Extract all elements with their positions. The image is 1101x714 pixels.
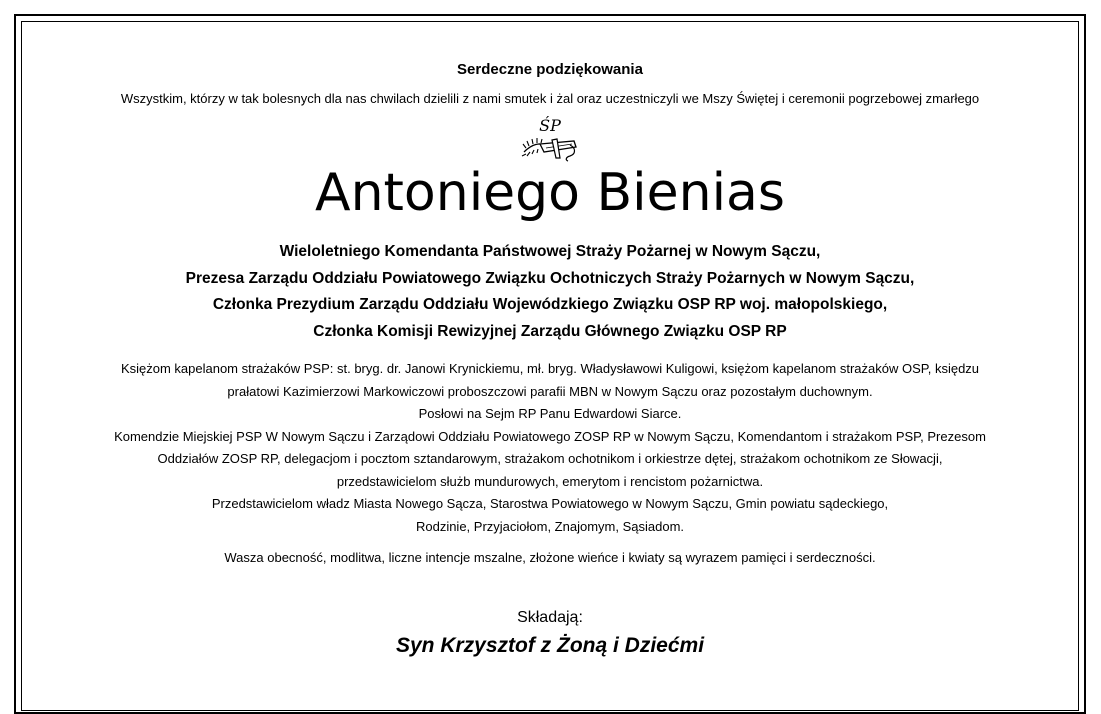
title-line: Członka Komisji Rewizyjnej Zarządu Głównego Związku OSP RP — [313, 322, 787, 340]
sp-cross-emblem-icon — [510, 114, 590, 164]
obituary-notice — [24, 22, 1076, 659]
intro-text: Wszystkim, którzy w tak bolesnych dla nas chwilach dzielili z nami smutek i żal oraz uczestniczyli we Mszy Świętej i ceremonii pogrzebowej zmarłego — [120, 91, 980, 106]
thanks-line: prałatowi Kazimierzowi Markowiczowi proboszczowi parafii MBN w Nowym Sączu oraz pozostałym duchownym. — [227, 383, 873, 399]
closing-text: Wasza obecność, modlitwa, liczne intencje mszalne, złożone wieńce i kwiaty są wyrazem pamięci i serdeczności. — [224, 550, 876, 565]
notice-heading: Serdeczne podziękowania — [457, 61, 643, 78]
signed-label: Składają: — [517, 609, 583, 626]
thanks-line: Posłowi na Sejm RP Panu Edwardowi Siarce. — [418, 406, 682, 421]
title-line: Wieloletniego Komendanta Państwowej Straży Pożarnej w Nowym Sączu, — [279, 243, 821, 260]
thanks-line: Rodzinie, Przyjaciołom, Znajomym, Sąsiadom. — [415, 518, 685, 534]
signed-names: Syn Krzysztof z Żoną i Dziećmi — [395, 634, 705, 657]
deceased-titles — [24, 239, 1076, 345]
thanks-line: Przedstawicielom władz Miasta Nowego Sącza, Starostwa Powiatowego w Nowym Sączu, Gmin powiatu sądeckiego, — [211, 496, 889, 511]
thanks-line: Oddziałów ZOSP RP, delegacjom i pocztom sztandarowym, strażakom ochotnikom i orkiestrze dętej, strażakom ochotnikom ze Słowacji, — [157, 451, 943, 466]
deceased-name: Antoniego Bienias — [315, 163, 785, 223]
thanks-line: przedstawicielom służb mundurowych, emerytom i rencistom pożarnictwa. — [336, 473, 764, 489]
title-line: Prezesa Zarządu Oddziału Powiatowego Związku Ochotniczych Straży Pożarnych w Nowym Sączu, — [185, 269, 915, 287]
title-line: Członka Prezydium Zarządu Oddziału Wojewódzkiego Związku OSP RP woj. małopolskiego, — [212, 296, 888, 313]
emblem-text: ŚP — [539, 116, 561, 135]
thanks-line: Komendzie Miejskiej PSP W Nowym Sączu i Zarządowi Oddziału Powiatowego ZOSP RP w Nowym Sączu, Komendantom i strażakom PSP, Prezesom — [114, 428, 986, 444]
thanks-line: Księżom kapelanom strażaków PSP: st. bryg. dr. Janowi Krynickiemu, mł. bryg. Władysławowi Kuligowi, księżom kapelanom strażaków OSP, księdzu — [120, 361, 980, 376]
thanks-list — [24, 358, 1076, 538]
